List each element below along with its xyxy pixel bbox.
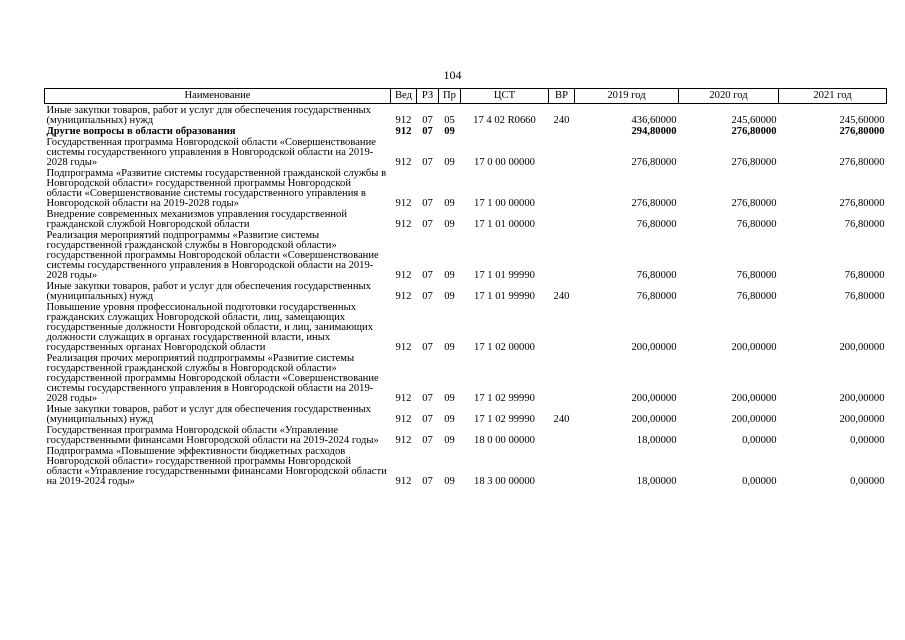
cell-pr: 09 bbox=[444, 270, 455, 281]
cell-cst: 18 3 00 00000 bbox=[474, 476, 535, 487]
cell-2019: 436,60000 bbox=[631, 115, 677, 126]
cell-cst: 17 1 01 99990 bbox=[474, 291, 535, 302]
cell-2019: 276,80000 bbox=[631, 157, 677, 168]
table-row bbox=[45, 303, 887, 354]
cell-rz: 07 bbox=[422, 342, 433, 353]
cell-cst bbox=[461, 127, 549, 138]
cell-rz: 07 bbox=[422, 157, 433, 168]
cell-2020: 276,80000 bbox=[731, 126, 777, 137]
header-vr: ВР bbox=[549, 89, 575, 104]
cell-vr: 240 bbox=[553, 291, 570, 302]
cell-2019: 76,80000 bbox=[636, 291, 677, 302]
table-row bbox=[45, 354, 887, 405]
cell-cst: 17 1 01 99990 bbox=[474, 270, 535, 281]
cell-2020: 200,00000 bbox=[731, 393, 777, 404]
cell-cst: 17 1 02 99990 bbox=[474, 393, 535, 404]
cell-ved: 912 bbox=[395, 342, 412, 353]
table-row bbox=[45, 210, 887, 231]
cell-vr bbox=[549, 169, 575, 210]
cell-cst: 17 1 02 99990 bbox=[474, 414, 535, 425]
table-row bbox=[45, 282, 887, 303]
cell-cst: 17 0 00 00000 bbox=[474, 157, 535, 168]
cell-name: Другие вопросы в области образования bbox=[46, 126, 236, 137]
cell-vr bbox=[549, 127, 575, 138]
cell-ved: 912 bbox=[395, 157, 412, 168]
cell-2020: 0,00000 bbox=[742, 476, 777, 487]
cell-vr: 240 bbox=[553, 414, 570, 425]
header-2021: 2021 год bbox=[779, 89, 887, 104]
cell-2020: 245,60000 bbox=[731, 115, 777, 126]
cell-ved: 912 bbox=[395, 126, 412, 137]
page-number: 104 bbox=[443, 68, 462, 82]
cell-pr: 05 bbox=[444, 115, 455, 126]
cell-rz: 07 bbox=[422, 414, 433, 425]
table-row bbox=[45, 138, 887, 169]
cell-cst: 17 1 00 00000 bbox=[474, 198, 535, 209]
cell-2021: 200,00000 bbox=[839, 414, 885, 425]
cell-pr: 09 bbox=[444, 476, 455, 487]
table-header-row bbox=[45, 89, 887, 104]
cell-pr: 09 bbox=[444, 342, 455, 353]
table-row bbox=[45, 426, 887, 447]
cell-pr: 09 bbox=[444, 393, 455, 404]
cell-pr: 09 bbox=[444, 126, 455, 137]
cell-vr: 240 bbox=[553, 115, 570, 126]
cell-pr: 09 bbox=[444, 291, 455, 302]
cell-vr bbox=[549, 231, 575, 282]
cell-2021: 200,00000 bbox=[839, 393, 885, 404]
cell-vr bbox=[549, 354, 575, 405]
header-2020: 2020 год bbox=[679, 89, 779, 104]
cell-pr: 09 bbox=[444, 157, 455, 168]
table-row bbox=[45, 405, 887, 426]
cell-2020: 200,00000 bbox=[731, 342, 777, 353]
cell-2019: 276,80000 bbox=[631, 198, 677, 209]
cell-vr bbox=[549, 303, 575, 354]
cell-cst: 18 0 00 00000 bbox=[474, 435, 535, 446]
table-body bbox=[45, 104, 887, 489]
cell-ved: 912 bbox=[395, 435, 412, 446]
cell-name: Иные закупки товаров, работ и услуг для обеспечения государственных (муниципальных) нужд bbox=[46, 404, 371, 425]
cell-pr: 09 bbox=[444, 435, 455, 446]
cell-2021: 0,00000 bbox=[850, 476, 885, 487]
cell-2020: 276,80000 bbox=[731, 198, 777, 209]
cell-rz: 07 bbox=[422, 393, 433, 404]
cell-pr: 09 bbox=[444, 414, 455, 425]
cell-vr bbox=[549, 210, 575, 231]
cell-name: Подпрограмма «Развитие системы государственной гражданской службы в Новгородской области» государственной программы Новгородской области «Совершенствование системы государственного управления в Новгородской области на 2019-2028 годы» bbox=[46, 168, 387, 209]
cell-rz: 07 bbox=[422, 435, 433, 446]
cell-name: Государственная программа Новгородской области «Совершенствование системы государственного управления в Новгородской области на 2019-2028 годы» bbox=[46, 137, 376, 168]
cell-ved: 912 bbox=[395, 414, 412, 425]
cell-pr: 09 bbox=[444, 198, 455, 209]
table-row bbox=[45, 169, 887, 210]
header-rz: РЗ bbox=[417, 89, 439, 104]
cell-ved: 912 bbox=[395, 393, 412, 404]
table-row bbox=[45, 447, 887, 488]
cell-rz: 07 bbox=[422, 115, 433, 126]
cell-2020: 276,80000 bbox=[731, 157, 777, 168]
cell-2019: 294,80000 bbox=[631, 126, 677, 137]
cell-2021: 76,80000 bbox=[844, 291, 885, 302]
cell-2021: 276,80000 bbox=[839, 126, 885, 137]
cell-2019: 200,00000 bbox=[631, 393, 677, 404]
cell-rz: 07 bbox=[422, 126, 433, 137]
table-row bbox=[45, 231, 887, 282]
cell-2021: 276,80000 bbox=[839, 157, 885, 168]
cell-2019: 18,00000 bbox=[636, 435, 677, 446]
cell-cst: 17 4 02 R0660 bbox=[473, 115, 536, 126]
cell-vr bbox=[549, 138, 575, 169]
cell-2019: 200,00000 bbox=[631, 342, 677, 353]
cell-2020: 200,00000 bbox=[731, 414, 777, 425]
cell-cst: 17 1 02 00000 bbox=[474, 342, 535, 353]
cell-name: Государственная программа Новгородской области «Управление государственными финансами Новгородской области на 2019-2024 годы» bbox=[46, 425, 379, 446]
header-cst: ЦСТ bbox=[461, 89, 549, 104]
cell-2020: 76,80000 bbox=[736, 270, 777, 281]
cell-2021: 276,80000 bbox=[839, 198, 885, 209]
cell-2020: 76,80000 bbox=[736, 219, 777, 230]
cell-2019: 76,80000 bbox=[636, 219, 677, 230]
cell-ved: 912 bbox=[395, 476, 412, 487]
cell-name: Реализация прочих мероприятий подпрограммы «Развитие системы государственной гражданской службы в Новгородской области» государственной программы Новгородской области «Совершенствование системы государственного управления в Новгородской области на 2019-2028 годы» bbox=[46, 353, 379, 404]
cell-2021: 245,60000 bbox=[839, 115, 885, 126]
cell-vr bbox=[549, 426, 575, 447]
header-ved: Вед bbox=[391, 89, 417, 104]
cell-name: Внедрение современных механизмов управления государственной гражданской службой Новгородской области bbox=[46, 209, 348, 230]
cell-ved: 912 bbox=[395, 291, 412, 302]
cell-ved: 912 bbox=[395, 270, 412, 281]
cell-2021: 0,00000 bbox=[850, 435, 885, 446]
header-2019: 2019 год bbox=[575, 89, 679, 104]
cell-2021: 76,80000 bbox=[844, 219, 885, 230]
cell-2021: 76,80000 bbox=[844, 270, 885, 281]
cell-2019: 76,80000 bbox=[636, 270, 677, 281]
cell-2020: 76,80000 bbox=[736, 291, 777, 302]
cell-name: Иные закупки товаров, работ и услуг для обеспечения государственных (муниципальных) нужд bbox=[46, 105, 371, 126]
cell-pr: 09 bbox=[444, 219, 455, 230]
cell-rz: 07 bbox=[422, 198, 433, 209]
cell-2019: 200,00000 bbox=[631, 414, 677, 425]
table-row bbox=[45, 104, 887, 128]
cell-vr bbox=[549, 447, 575, 488]
cell-name: Повышение уровня профессиональной подготовки государственных гражданских служащих Новгородской области, лиц, замещающих государственные должности Новгородской области, и лиц, занимающих должности служащих в органах государственной власти, иных государственных органах Новгородской области bbox=[46, 302, 374, 353]
cell-ved: 912 bbox=[395, 219, 412, 230]
cell-name: Подпрограмма «Повышение эффективности бюджетных расходов Новгородской области» государственной программы Новгородской области «Управление государственными финансами Новгородской области на 2019-2024 годы» bbox=[46, 446, 387, 487]
cell-rz: 07 bbox=[422, 476, 433, 487]
cell-cst: 17 1 01 00000 bbox=[474, 219, 535, 230]
cell-name: Реализация мероприятий подпрограммы «Развитие системы государственной гражданской службы в Новгородской области» государственной программы Новгородской области «Совершенствование системы государственного управления в Новгородской области на 2019-2028 годы» bbox=[46, 230, 379, 281]
cell-rz: 07 bbox=[422, 270, 433, 281]
cell-ved: 912 bbox=[395, 115, 412, 126]
cell-name: Иные закупки товаров, работ и услуг для обеспечения государственных (муниципальных) нужд bbox=[46, 281, 371, 302]
cell-ved: 912 bbox=[395, 198, 412, 209]
cell-2019: 18,00000 bbox=[636, 476, 677, 487]
budget-table bbox=[44, 88, 887, 488]
cell-rz: 07 bbox=[422, 291, 433, 302]
header-name: Наименование bbox=[45, 89, 391, 104]
cell-rz: 07 bbox=[422, 219, 433, 230]
cell-2020: 0,00000 bbox=[742, 435, 777, 446]
header-pr: Пр bbox=[439, 89, 461, 104]
cell-2021: 200,00000 bbox=[839, 342, 885, 353]
